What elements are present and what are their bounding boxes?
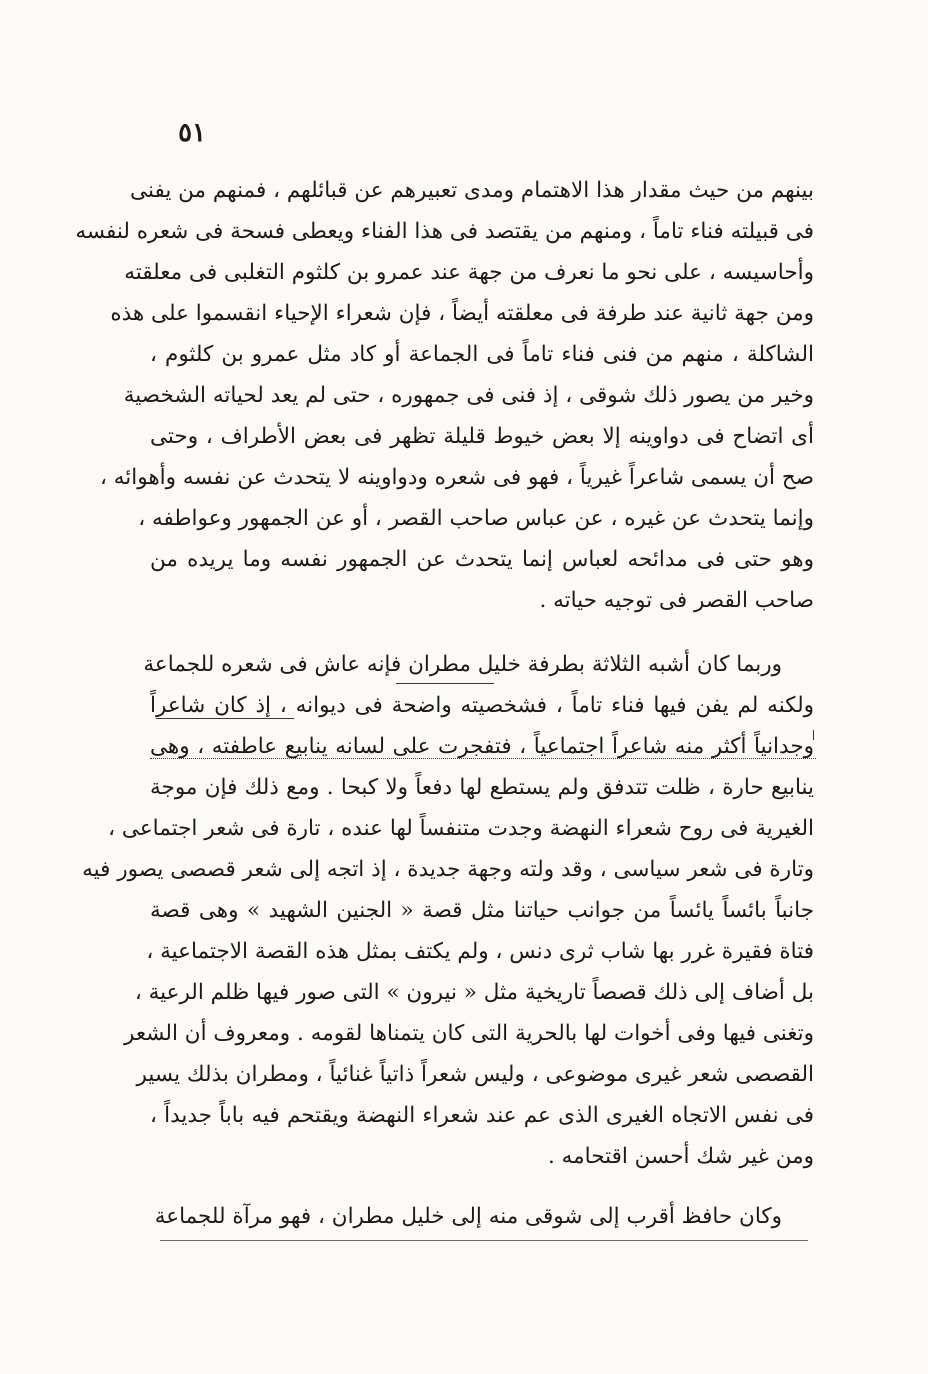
text-line: الغيرية فى روح شعراء النهضة وجدت متنفساً لها عنده ، تارة فى شعر اجتماعى ، [108, 816, 814, 841]
handwritten-underline [396, 683, 494, 684]
text-line: بينهم من حيث مقدار هذا الاهتمام ومدى تعبيرهم عن قبائلهم ، فمنهم من يفنى [130, 178, 814, 203]
text-line: وخير من يصور ذلك شوقى ، إذ فنى فى جمهوره ، حتى لم يعد لحياته الشخصية [123, 383, 814, 408]
text-line: وتارة فى شعر سياسى ، وقد ولته وجهة جديدة ، إذ اتجه إلى شعر قصصى يصور فيه [82, 857, 814, 882]
paragraph-3 [150, 1196, 814, 1237]
text-line: وربما كان أشبه الثلاثة بطرفة خليل مطران فإنه عاش فى شعره للجماعة [143, 652, 782, 677]
handwritten-underline [160, 1240, 808, 1241]
text-line: ومن غير شك أحسن اقتحامه . [547, 1144, 814, 1169]
text-line: ولكنه لم يفن فيها فناء تاماً ، فشخصيته واضحة فى ديوانه ، إذ كان شاعراً [150, 693, 814, 718]
handwritten-underline [150, 758, 816, 759]
handwritten-underline [156, 718, 294, 719]
text-line: وهو حتى فى مدائحه لعباس إنما يتحدث عن الجمهور نفسه وما يريده من [150, 547, 814, 572]
text-line: فتاة فقيرة غرر بها شاب ثرى دنس ، ولم يكتف بمثل هذه القصة الاجتماعية ، [146, 939, 814, 964]
paragraph-1 [75, 170, 814, 621]
text-line: وتغنى فيها وفى أخوات لها بالحرية التى كان يتمناها لقومه . ومعروف أن الشعر [124, 1021, 814, 1046]
text-line: صح أن يسمى شاعراً غيرياً ، فهو فى شعره ودواوينه لا يتحدث عن نفسه وأهوائه ، [99, 465, 814, 490]
text-line: أى اتضاح فى دواوينه إلا بعض خيوط قليلة تظهر فى بعض الأطراف ، وحتى [150, 424, 814, 449]
text-line: الشاكلة ، منهم من فنى فناء تاماً فى الجماعة أو كاد مثل عمرو بن كلثوم ، [150, 342, 814, 367]
text-line: وإنما يتحدث عن غيره ، عن عباس صاحب القصر ، أو عن الجمهور وعواطفه ، [138, 506, 814, 531]
handwritten-bracket-mark [813, 730, 824, 740]
text-line: وأحاسيسه ، على نحو ما نعرف من جهة عند عمرو بن كلثوم التغلبى فى معلقته [124, 260, 814, 285]
text-line: وجدانياً أكثر منه شاعراً اجتماعياً ، فتفجرت على لسانه ينابيع عاطفته ، وهى [150, 734, 814, 759]
text-line: ومن جهة ثانية عند طرفة فى معلقته أيضاً ، فإن شعراء الإحياء انقسموا على هذه [110, 301, 814, 326]
text-line: القصصى شعر غيرى موضوعى ، وليس شعراً ذاتياً غنائياً ، ومطران بذلك يسير [136, 1062, 814, 1087]
page-number: ٥١ [178, 118, 206, 148]
paragraph-2 [82, 644, 814, 1177]
text-line: بل أضاف إلى ذلك قصصاً تاريخية مثل « نيرون » التى صور فيها ظلم الرعية ، [134, 980, 814, 1005]
text-line: صاحب القصر فى توجيه حياته . [539, 588, 814, 613]
text-line: ينابيع حارة ، ظلت تتدفق ولم يستطع لها دفعاً ولا كبحا . ومع ذلك فإن موجة [150, 775, 814, 800]
text-line: جانباً بائساً يائساً من جوانب حياتنا مثل قصة « الجنين الشهيد » وهى قصة [150, 898, 814, 923]
text-line: فى نفس الاتجاه الغيرى الذى عم عند شعراء النهضة ويقتحم فيه باباً جديداً ، [150, 1103, 814, 1128]
text-line: فى قبيلته فناء تاماً ، ومنهم من يقتصد فى هذا الفناء ويعطى فسحة فى شعره لنفسه [75, 219, 814, 244]
text-line: وكان حافظ أقرب إلى شوقى منه إلى خليل مطران ، فهو مرآة للجماعة [154, 1204, 782, 1229]
